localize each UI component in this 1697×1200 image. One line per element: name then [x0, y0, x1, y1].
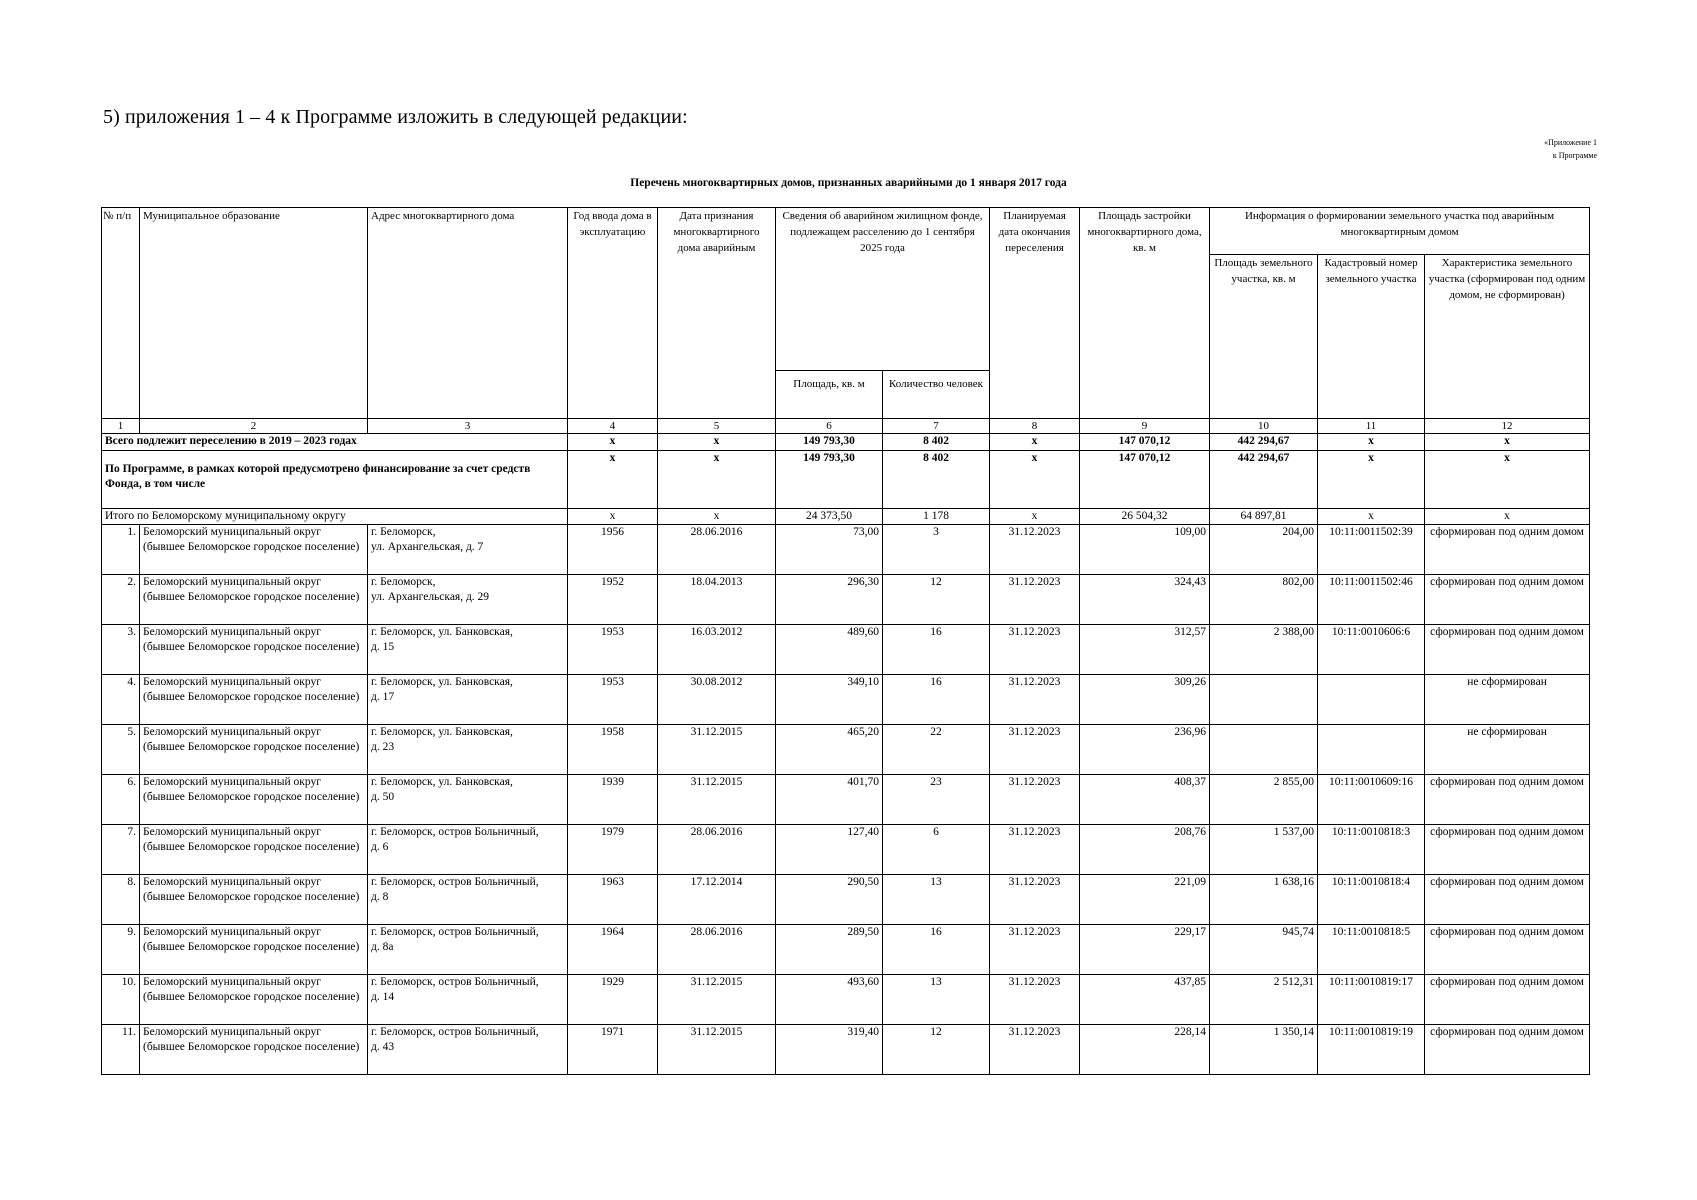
building-area-cell: 437,85: [1080, 975, 1210, 1025]
year-cell: 1953: [568, 625, 658, 675]
land-area-cell: [1210, 725, 1318, 775]
year-cell: 1929: [568, 975, 658, 1025]
column-number: 12: [1425, 419, 1590, 434]
cadastral-cell: 10:11:0010818:3: [1318, 825, 1425, 875]
address-line: ул. Архангельская, д. 29: [371, 591, 490, 603]
area-cell: 401,70: [776, 775, 883, 825]
address-cell: [368, 575, 568, 625]
total-row: [102, 434, 1590, 451]
area-cell: 493,60: [776, 975, 883, 1025]
address-line: д. 43: [371, 1041, 395, 1053]
cadastral-cell: [1318, 675, 1425, 725]
municipality-cell: Беломорский муниципальный округ (бывшее Беломорское городское поселение): [140, 675, 368, 725]
year-cell: 1958: [568, 725, 658, 775]
row-number: 9.: [102, 925, 140, 975]
cadastral-cell: 10:11:0010819:19: [1318, 1025, 1425, 1075]
header-date-recognized: Дата признания многоквартирного дома аварийным: [658, 208, 776, 419]
table-row: [102, 825, 1590, 875]
column-number: 5: [658, 419, 776, 434]
municipality-cell: Беломорский муниципальный округ (бывшее Беломорское городское поселение): [140, 725, 368, 775]
column-number: 6: [776, 419, 883, 434]
land-area-cell: 2 388,00: [1210, 625, 1318, 675]
header-info-emergency: Сведения об аварийном жилищном фонде, подлежащем расселению до 1 сентября 2025 года: [776, 208, 990, 371]
area-cell: 319,40: [776, 1025, 883, 1075]
column-number: 2: [140, 419, 368, 434]
year-cell: 1956: [568, 525, 658, 575]
column-number: 4: [568, 419, 658, 434]
municipality-cell: Беломорский муниципальный округ (бывшее Беломорское городское поселение): [140, 575, 368, 625]
total-cell: х: [1425, 451, 1590, 509]
total-label: Всего подлежит переселению в 2019 – 2023 годах: [102, 434, 568, 451]
table-row: [102, 625, 1590, 675]
appendix-note-line: «Приложение 1: [1544, 138, 1597, 147]
municipality-cell: Беломорский муниципальный округ (бывшее Беломорское городское поселение): [140, 975, 368, 1025]
total-label: Итого по Беломорскому муниципальному округу: [102, 509, 568, 525]
header-planned-date: Планируемая дата окончания переселения: [990, 208, 1080, 419]
planned-date-cell: 31.12.2023: [990, 825, 1080, 875]
building-area-cell: 236,96: [1080, 725, 1210, 775]
header-address: Адрес многоквартирного дома: [368, 208, 568, 419]
municipality-cell: Беломорский муниципальный округ (бывшее Беломорское городское поселение): [140, 775, 368, 825]
header-cadastral: Кадастровый номер земельного участка: [1318, 255, 1425, 419]
address-line: д. 6: [371, 841, 389, 853]
land-char-cell: сформирован под одним домом: [1425, 925, 1590, 975]
area-cell: 73,00: [776, 525, 883, 575]
total-row: [102, 451, 1590, 509]
land-area-cell: 1 350,14: [1210, 1025, 1318, 1075]
column-number: 10: [1210, 419, 1318, 434]
table-row: [102, 675, 1590, 725]
date-cell: 28.06.2016: [658, 525, 776, 575]
planned-date-cell: 31.12.2023: [990, 775, 1080, 825]
area-cell: 290,50: [776, 875, 883, 925]
table-row: [102, 925, 1590, 975]
building-area-cell: 208,76: [1080, 825, 1210, 875]
address-line: г. Беломорск, остров Больничный,: [371, 926, 539, 938]
column-number: 8: [990, 419, 1080, 434]
cadastral-cell: 10:11:0010818:5: [1318, 925, 1425, 975]
year-cell: 1964: [568, 925, 658, 975]
address-cell: [368, 975, 568, 1025]
building-area-cell: 309,26: [1080, 675, 1210, 725]
address-line: д. 17: [371, 691, 395, 703]
total-cell: 1 178: [883, 509, 990, 525]
column-number: 7: [883, 419, 990, 434]
total-cell: 24 373,50: [776, 509, 883, 525]
header-row: [102, 208, 1590, 255]
address-line: г. Беломорск,: [371, 526, 436, 538]
row-number: 1.: [102, 525, 140, 575]
total-row: [102, 509, 1590, 525]
address-line: д. 8а: [371, 941, 394, 953]
building-area-cell: 312,57: [1080, 625, 1210, 675]
address-cell: [368, 725, 568, 775]
date-cell: 28.06.2016: [658, 825, 776, 875]
planned-date-cell: 31.12.2023: [990, 725, 1080, 775]
column-number: 1: [102, 419, 140, 434]
total-cell: 147 070,12: [1080, 434, 1210, 451]
building-area-cell: 109,00: [1080, 525, 1210, 575]
total-cell: 26 504,32: [1080, 509, 1210, 525]
year-cell: 1939: [568, 775, 658, 825]
row-number: 8.: [102, 875, 140, 925]
municipality-cell: Беломорский муниципальный округ (бывшее Беломорское городское поселение): [140, 825, 368, 875]
address-line: ул. Архангельская, д. 7: [371, 541, 484, 553]
total-cell: 442 294,67: [1210, 451, 1318, 509]
row-number: 6.: [102, 775, 140, 825]
total-cell: х: [990, 451, 1080, 509]
cadastral-cell: 10:11:0010606:6: [1318, 625, 1425, 675]
planned-date-cell: 31.12.2023: [990, 525, 1080, 575]
table-row: [102, 975, 1590, 1025]
header-land-area: Площадь земельного участка, кв. м: [1210, 255, 1318, 419]
total-cell: 8 402: [883, 434, 990, 451]
total-cell: х: [658, 451, 776, 509]
land-area-cell: 802,00: [1210, 575, 1318, 625]
land-char-cell: сформирован под одним домом: [1425, 575, 1590, 625]
planned-date-cell: 31.12.2023: [990, 975, 1080, 1025]
land-char-cell: сформирован под одним домом: [1425, 825, 1590, 875]
row-number: 10.: [102, 975, 140, 1025]
planned-date-cell: 31.12.2023: [990, 1025, 1080, 1075]
row-number: 2.: [102, 575, 140, 625]
address-line: г. Беломорск, ул. Банковская,: [371, 676, 513, 688]
cadastral-cell: [1318, 725, 1425, 775]
date-cell: 30.08.2012: [658, 675, 776, 725]
address-line: д. 15: [371, 641, 395, 653]
land-area-cell: 2 855,00: [1210, 775, 1318, 825]
address-line: д. 8: [371, 891, 389, 903]
people-cell: 6: [883, 825, 990, 875]
year-cell: 1952: [568, 575, 658, 625]
year-cell: 1963: [568, 875, 658, 925]
date-cell: 31.12.2015: [658, 975, 776, 1025]
total-label: По Программе, в рамках которой предусмотрено финансирование за счет средств Фонда, в том числе: [102, 451, 568, 509]
total-cell: х: [990, 434, 1080, 451]
address-line: г. Беломорск, ул. Банковская,: [371, 776, 513, 788]
people-cell: 12: [883, 1025, 990, 1075]
building-area-cell: 228,14: [1080, 1025, 1210, 1075]
cadastral-cell: 10:11:0010818:4: [1318, 875, 1425, 925]
land-area-cell: [1210, 675, 1318, 725]
appendix-note-line: к Программе: [1552, 151, 1597, 160]
address-line: г. Беломорск, ул. Банковская,: [371, 626, 513, 638]
address-line: д. 50: [371, 791, 395, 803]
year-cell: 1971: [568, 1025, 658, 1075]
area-cell: 349,10: [776, 675, 883, 725]
header-num: № п/п: [102, 208, 140, 419]
people-cell: 13: [883, 875, 990, 925]
people-cell: 22: [883, 725, 990, 775]
land-char-cell: сформирован под одним домом: [1425, 775, 1590, 825]
table-row: [102, 1025, 1590, 1075]
date-cell: 16.03.2012: [658, 625, 776, 675]
header-land-info: Информация о формировании земельного участка под аварийным многоквартирным домом: [1210, 208, 1590, 255]
date-cell: 31.12.2015: [658, 775, 776, 825]
table-row: [102, 525, 1590, 575]
total-cell: 149 793,30: [776, 451, 883, 509]
column-number-row: [102, 419, 1590, 434]
municipality-cell: Беломорский муниципальный округ (бывшее Беломорское городское поселение): [140, 875, 368, 925]
row-number: 3.: [102, 625, 140, 675]
column-number: 3: [368, 419, 568, 434]
date-cell: 17.12.2014: [658, 875, 776, 925]
appendix-note: [1544, 136, 1597, 162]
address-line: г. Беломорск, остров Больничный,: [371, 1026, 539, 1038]
cadastral-cell: 10:11:0011502:46: [1318, 575, 1425, 625]
land-char-cell: не сформирован: [1425, 675, 1590, 725]
total-cell: 149 793,30: [776, 434, 883, 451]
total-cell: х: [1318, 509, 1425, 525]
people-cell: 16: [883, 675, 990, 725]
building-area-cell: 221,09: [1080, 875, 1210, 925]
header-municipality: Муниципальное образование: [140, 208, 368, 419]
people-cell: 23: [883, 775, 990, 825]
address-cell: [368, 1025, 568, 1075]
building-area-cell: 324,43: [1080, 575, 1210, 625]
total-cell: 64 897,81: [1210, 509, 1318, 525]
table-row: [102, 725, 1590, 775]
land-area-cell: 1 638,16: [1210, 875, 1318, 925]
header-year: Год ввода дома в эксплуатацию: [568, 208, 658, 419]
municipality-cell: Беломорский муниципальный округ (бывшее Беломорское городское поселение): [140, 1025, 368, 1075]
year-cell: 1953: [568, 675, 658, 725]
total-cell: х: [1425, 509, 1590, 525]
row-number: 4.: [102, 675, 140, 725]
housing-table: [101, 207, 1590, 1075]
row-number: 7.: [102, 825, 140, 875]
cadastral-cell: 10:11:0010609:16: [1318, 775, 1425, 825]
planned-date-cell: 31.12.2023: [990, 675, 1080, 725]
people-cell: 3: [883, 525, 990, 575]
date-cell: 18.04.2013: [658, 575, 776, 625]
area-cell: 296,30: [776, 575, 883, 625]
table-row: [102, 775, 1590, 825]
area-cell: 489,60: [776, 625, 883, 675]
table-body: [102, 208, 1590, 1075]
address-cell: [368, 875, 568, 925]
address-cell: [368, 675, 568, 725]
total-cell: 147 070,12: [1080, 451, 1210, 509]
land-char-cell: сформирован под одним домом: [1425, 875, 1590, 925]
row-number: 11.: [102, 1025, 140, 1075]
building-area-cell: 229,17: [1080, 925, 1210, 975]
land-char-cell: не сформирован: [1425, 725, 1590, 775]
land-char-cell: сформирован под одним домом: [1425, 525, 1590, 575]
planned-date-cell: 31.12.2023: [990, 625, 1080, 675]
people-cell: 16: [883, 625, 990, 675]
address-line: г. Беломорск, остров Больничный,: [371, 876, 539, 888]
planned-date-cell: 31.12.2023: [990, 875, 1080, 925]
address-line: г. Беломорск, остров Больничный,: [371, 826, 539, 838]
year-cell: 1979: [568, 825, 658, 875]
address-line: г. Беломорск, ул. Банковская,: [371, 726, 513, 738]
address-line: д. 14: [371, 991, 395, 1003]
total-cell: х: [658, 434, 776, 451]
land-area-cell: 945,74: [1210, 925, 1318, 975]
total-cell: х: [568, 434, 658, 451]
header-land-char: Характеристика земельного участка (сформирован под одним домом, не сформирован): [1425, 255, 1590, 419]
total-cell: х: [658, 509, 776, 525]
total-cell: х: [568, 509, 658, 525]
column-number: 11: [1318, 419, 1425, 434]
header-area: Площадь, кв. м: [776, 371, 883, 419]
address-cell: [368, 825, 568, 875]
land-char-cell: сформирован под одним домом: [1425, 625, 1590, 675]
total-cell: 8 402: [883, 451, 990, 509]
people-cell: 16: [883, 925, 990, 975]
address-line: д. 23: [371, 741, 395, 753]
date-cell: 31.12.2015: [658, 1025, 776, 1075]
people-cell: 13: [883, 975, 990, 1025]
address-cell: [368, 625, 568, 675]
table-title: Перечень многоквартирных домов, признанных аварийными до 1 января 2017 года: [630, 177, 1067, 189]
table-row: [102, 575, 1590, 625]
municipality-cell: Беломорский муниципальный округ (бывшее Беломорское городское поселение): [140, 525, 368, 575]
total-cell: х: [1318, 451, 1425, 509]
header-people: Количество человек: [883, 371, 990, 419]
total-cell: х: [1318, 434, 1425, 451]
total-cell: х: [990, 509, 1080, 525]
people-cell: 12: [883, 575, 990, 625]
land-area-cell: 1 537,00: [1210, 825, 1318, 875]
total-cell: х: [1425, 434, 1590, 451]
address-line: г. Беломорск, остров Больничный,: [371, 976, 539, 988]
municipality-cell: Беломорский муниципальный округ (бывшее Беломорское городское поселение): [140, 925, 368, 975]
planned-date-cell: 31.12.2023: [990, 925, 1080, 975]
address-line: г. Беломорск,: [371, 576, 436, 588]
address-cell: [368, 775, 568, 825]
cadastral-cell: 10:11:0010819:17: [1318, 975, 1425, 1025]
building-area-cell: 408,37: [1080, 775, 1210, 825]
row-number: 5.: [102, 725, 140, 775]
table-row: [102, 875, 1590, 925]
land-char-cell: сформирован под одним домом: [1425, 1025, 1590, 1075]
total-cell: 442 294,67: [1210, 434, 1318, 451]
date-cell: 31.12.2015: [658, 725, 776, 775]
date-cell: 28.06.2016: [658, 925, 776, 975]
column-number: 9: [1080, 419, 1210, 434]
municipality-cell: Беломорский муниципальный округ (бывшее Беломорское городское поселение): [140, 625, 368, 675]
cadastral-cell: 10:11:0011502:39: [1318, 525, 1425, 575]
area-cell: 465,20: [776, 725, 883, 775]
address-cell: [368, 525, 568, 575]
header-building-area: Площадь застройки многоквартирного дома, кв. м: [1080, 208, 1210, 419]
land-area-cell: 204,00: [1210, 525, 1318, 575]
area-cell: 127,40: [776, 825, 883, 875]
area-cell: 289,50: [776, 925, 883, 975]
document-heading: 5) приложения 1 – 4 к Программе изложить в следующей редакции:: [103, 106, 688, 128]
land-area-cell: 2 512,31: [1210, 975, 1318, 1025]
address-cell: [368, 925, 568, 975]
land-char-cell: сформирован под одним домом: [1425, 975, 1590, 1025]
planned-date-cell: 31.12.2023: [990, 575, 1080, 625]
total-cell: х: [568, 451, 658, 509]
